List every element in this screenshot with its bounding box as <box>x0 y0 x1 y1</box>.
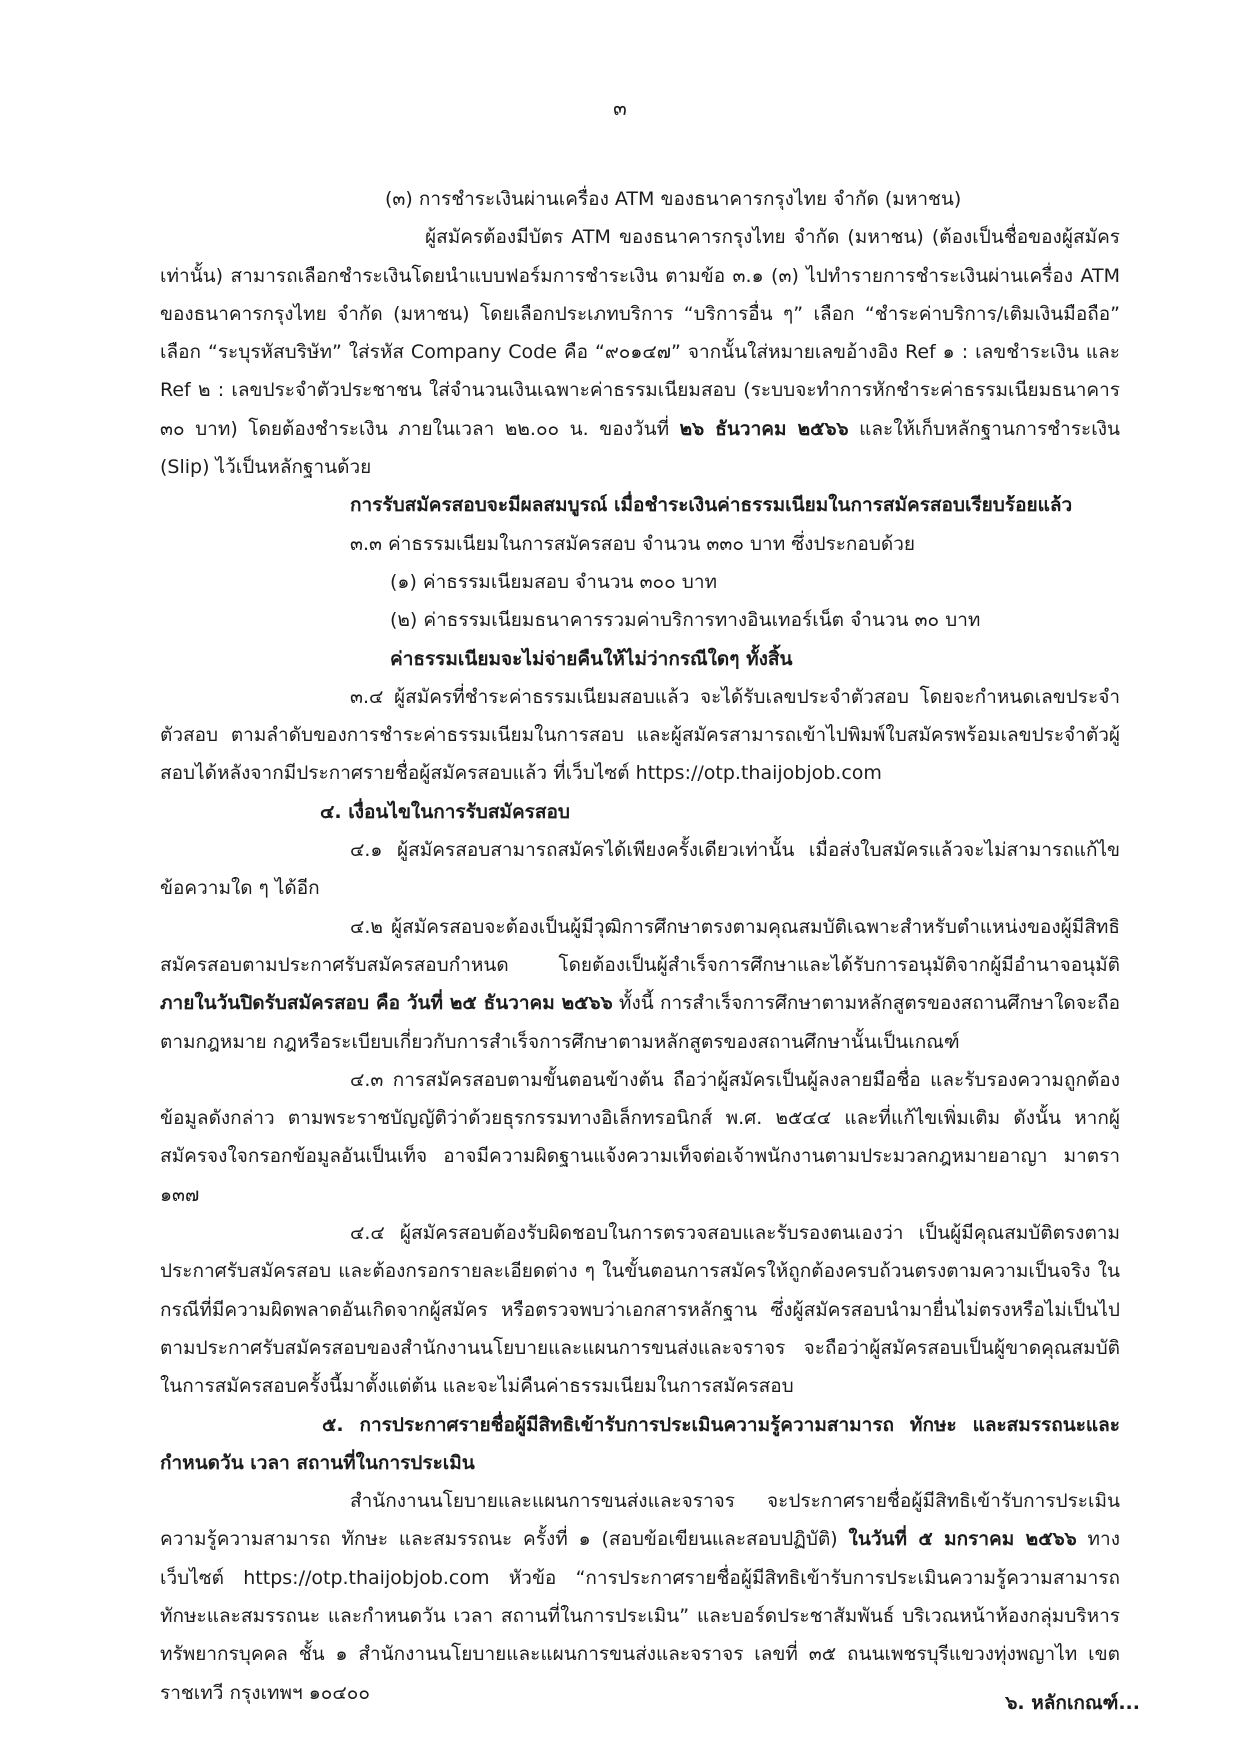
section-5-heading: ๕. การประกาศรายชื่อผู้มีสิทธิเข้ารับการประเมินความรู้ความสามารถ ทักษะ และสมรรถนะและกำหนดวัน เวลา สถานที่ในการประเมิน <box>160 1413 1120 1474</box>
condition-4-2 <box>160 908 1120 1061</box>
payment-atm-heading: (๓) การชำระเงินผ่านเครื่อง ATM ของธนาคารกรุงไทย จำกัด (มหาชน) <box>385 188 962 210</box>
next-page-continuation: ๖. หลักเกณฑ์... <box>1005 1692 1140 1714</box>
exam-id-paragraph: ๓.๔ ผู้สมัครที่ชำระค่าธรรมเนียมสอบแล้ว จะได้รับเลขประจำตัวสอบ โดยจะกำหนดเลขประจำตัวสอบ ตามลำดับของการชำระค่าธรรมเนียมในการสอบ และผู้สมัครสามารถเข้าไปพิมพ์ใบสมัครพร้อมเลขประจำตัวผู้สอบได้หลังจากมีประกาศรายชื่อผู้สมัครสอบแล้ว ที่เว็บไซต์ https://otp.thaijobjob.com <box>160 685 1120 785</box>
announcement-text-end: ทางเว็บไซต์ https://otp.thaijobjob.com หัวข้อ “การประกาศรายชื่อผู้มีสิทธิเข้ารับการประเมินความรู้ความสามารถ ทักษะและสมรรถนะ และกำหนดวัน เวลา สถานที่ในการประเมิน” และบอร์ดประชาสัมพันธ์ บริเวณหน้าห้องกลุ่มบริหารทรัพยากรบุคคล ชั้น ๑ สำนักงานนโยบายและแผนการขนส่งและจราจร เลขที่ ๓๕ ถนนเพชรบุรีแขวงทุ่งพญาไท เขตราชเทวี กรุงเทพฯ ๑๐๔๐๐ <box>160 1528 1121 1704</box>
fee-item-exam: (๑) ค่าธรรมเนียมสอบ จำนวน ๓๐๐ บาท <box>390 570 718 593</box>
fee-heading: ๓.๓ ค่าธรรมเนียมในการสมัครสอบ จำนวน ๓๓๐ บาท ซึ่งประกอบด้วย <box>350 532 916 555</box>
section-4-heading: ๔. เงื่อนไขในการรับสมัครสอบ <box>320 800 570 823</box>
announcement-paragraph <box>160 1482 1120 1712</box>
condition-4-1: ๔.๑ ผู้สมัครสอบสามารถสมัครได้เพียงครั้งเดียวเท่านั้น เมื่อส่งใบสมัครแล้วจะไม่สามารถแก้ไขข้อความใด ๆ ได้อีก <box>160 839 1120 900</box>
fee-item-bank: (๒) ค่าธรรมเนียมธนาคารรวมค่าบริการทางอินเทอร์เน็ต จำนวน ๓๐ บาท <box>390 609 981 632</box>
condition-4-2-text: ๔.๒ ผู้สมัครสอบจะต้องเป็นผู้มีวุฒิการศึกษาตรงตามคุณสมบัติเฉพาะสำหรับตำแหน่งของผู้มีสิทธิสมัครสอบตามประกาศรับสมัครสอบกำหนด โดยต้องเป็นผู้สำเร็จการศึกษาและได้รับการอนุมัติจากผู้มีอำนาจอนุมัติ <box>160 915 1120 976</box>
closing-date: ภายในวันปิดรับสมัครสอบ คือ วันที่ ๒๕ ธันวาคม ๒๕๖๖ <box>160 992 613 1015</box>
payment-deadline: ๒๖ ธันวาคม ๒๕๖๖ <box>679 417 849 440</box>
page-number: ๓ <box>613 96 627 120</box>
payment-atm-text: ผู้สมัครต้องมีบัตร ATM ของธนาคารกรุงไทย จำกัด (มหาชน) (ต้องเป็นชื่อของผู้สมัครเท่านั้น) สามารถเลือกชำระเงินโดยนำแบบฟอร์มการชำระเงิน ตามข้อ ๓.๑ (๓) ไปทำรายการชำระเงินผ่านเครื่อง ATM ของธนาคารกรุงไทย จำกัด (มหาชน) โดยเลือกประเภทบริการ “บริการอื่น ๆ” เลือก “ชำระค่าบริการ/เติมเงินมือถือ” เลือก “ระบุรหัสบริษัท” ใส่รหัส Company Code คือ “๙๐๑๔๗” จากนั้นใส่หมายเลขอ้างอิง Ref ๑ : เลขชำระเงิน และ Ref ๒ : เลขประจำตัวประชาชน ใส่จำนวนเงินเฉพาะค่าธรรมเนียมสอบ (ระบบจะทำการหักชำระค่าธรรมเนียมธนาคาร ๓๐ บาท) โดยต้องชำระเงิน ภายในเวลา ๒๒.๐๐ น. ของวันที่ <box>160 226 1120 440</box>
condition-4-2-text-end: ทั้งนี้ การสำเร็จการศึกษาตามหลักสูตรของสถานศึกษาใดจะถือตามกฎหมาย กฎหรือระเบียบเกี่ยวกับการสำเร็จการศึกษาตามหลักสูตรของสถานศึกษานั้นเป็นเกณฑ์ <box>160 992 1121 1053</box>
document-body <box>160 180 1120 1712</box>
payment-atm-text-end: และให้เก็บหลักฐานการชำระเงิน (Slip) ไว้เป็นหลักฐานด้วย <box>160 417 1121 479</box>
payment-atm-body <box>160 218 1120 486</box>
no-refund-note: ค่าธรรมเนียมจะไม่จ่ายคืนให้ไม่ว่ากรณีใดๆ ทั้งสิ้น <box>390 647 793 670</box>
announcement-date: ในวันที่ ๕ มกราคม ๒๕๖๖ <box>848 1528 1077 1551</box>
application-complete-note: การรับสมัครสอบจะมีผลสมบูรณ์ เมื่อชำระเงินค่าธรรมเนียมในการสมัครสอบเรียบร้อยแล้ว <box>350 494 1073 517</box>
condition-4-4: ๔.๔ ผู้สมัครสอบต้องรับผิดชอบในการตรวจสอบและรับรองตนเองว่า เป็นผู้มีคุณสมบัติตรงตามประกาศรับสมัครสอบ และต้องกรอกรายละเอียดต่าง ๆ ในขั้นตอนการสมัครให้ถูกต้องครบถ้วนตรงตามความเป็นจริง ในกรณีที่มีความผิดพลาดอันเกิดจากผู้สมัคร หรือตรวจพบว่าเอกสารหลักฐาน ซึ่งผู้สมัครสอบนำมายื่นไม่ตรงหรือไม่เป็นไปตามประกาศรับสมัครสอบของสำนักงานนโยบายและแผนการขนส่งและจราจร จะถือว่าผู้สมัครสอบเป็นผู้ขาดคุณสมบัติในการสมัครสอบครั้งนี้มาตั้งแต่ต้น และจะไม่คืนค่าธรรมเนียมในการสมัครสอบ <box>160 1222 1120 1398</box>
announcement-text: สำนักงานนโยบายและแผนการขนส่งและจราจร จะประกาศรายชื่อผู้มีสิทธิเข้ารับการประเมินความรู้ความสามารถ ทักษะ และสมรรถนะ ครั้งที่ ๑ (สอบข้อเขียนและสอบปฏิบัติ) <box>160 1490 1120 1551</box>
condition-4-3: ๔.๓ การสมัครสอบตามขั้นตอนข้างต้น ถือว่าผู้สมัครเป็นผู้ลงลายมือชื่อ และรับรองความถูกต้องข้อมูลดังกล่าว ตามพระราชบัญญัติว่าด้วยธุรกรรมทางอิเล็กทรอนิกส์ พ.ศ. ๒๕๔๔ และที่แก้ไขเพิ่มเติม ดังนั้น หากผู้สมัครจงใจกรอกข้อมูลอันเป็นเท็จ อาจมีความผิดฐานแจ้งความเท็จต่อเจ้าพนักงานตามประมวลกฎหมายอาญา มาตรา ๑๓๗ <box>160 1068 1120 1206</box>
